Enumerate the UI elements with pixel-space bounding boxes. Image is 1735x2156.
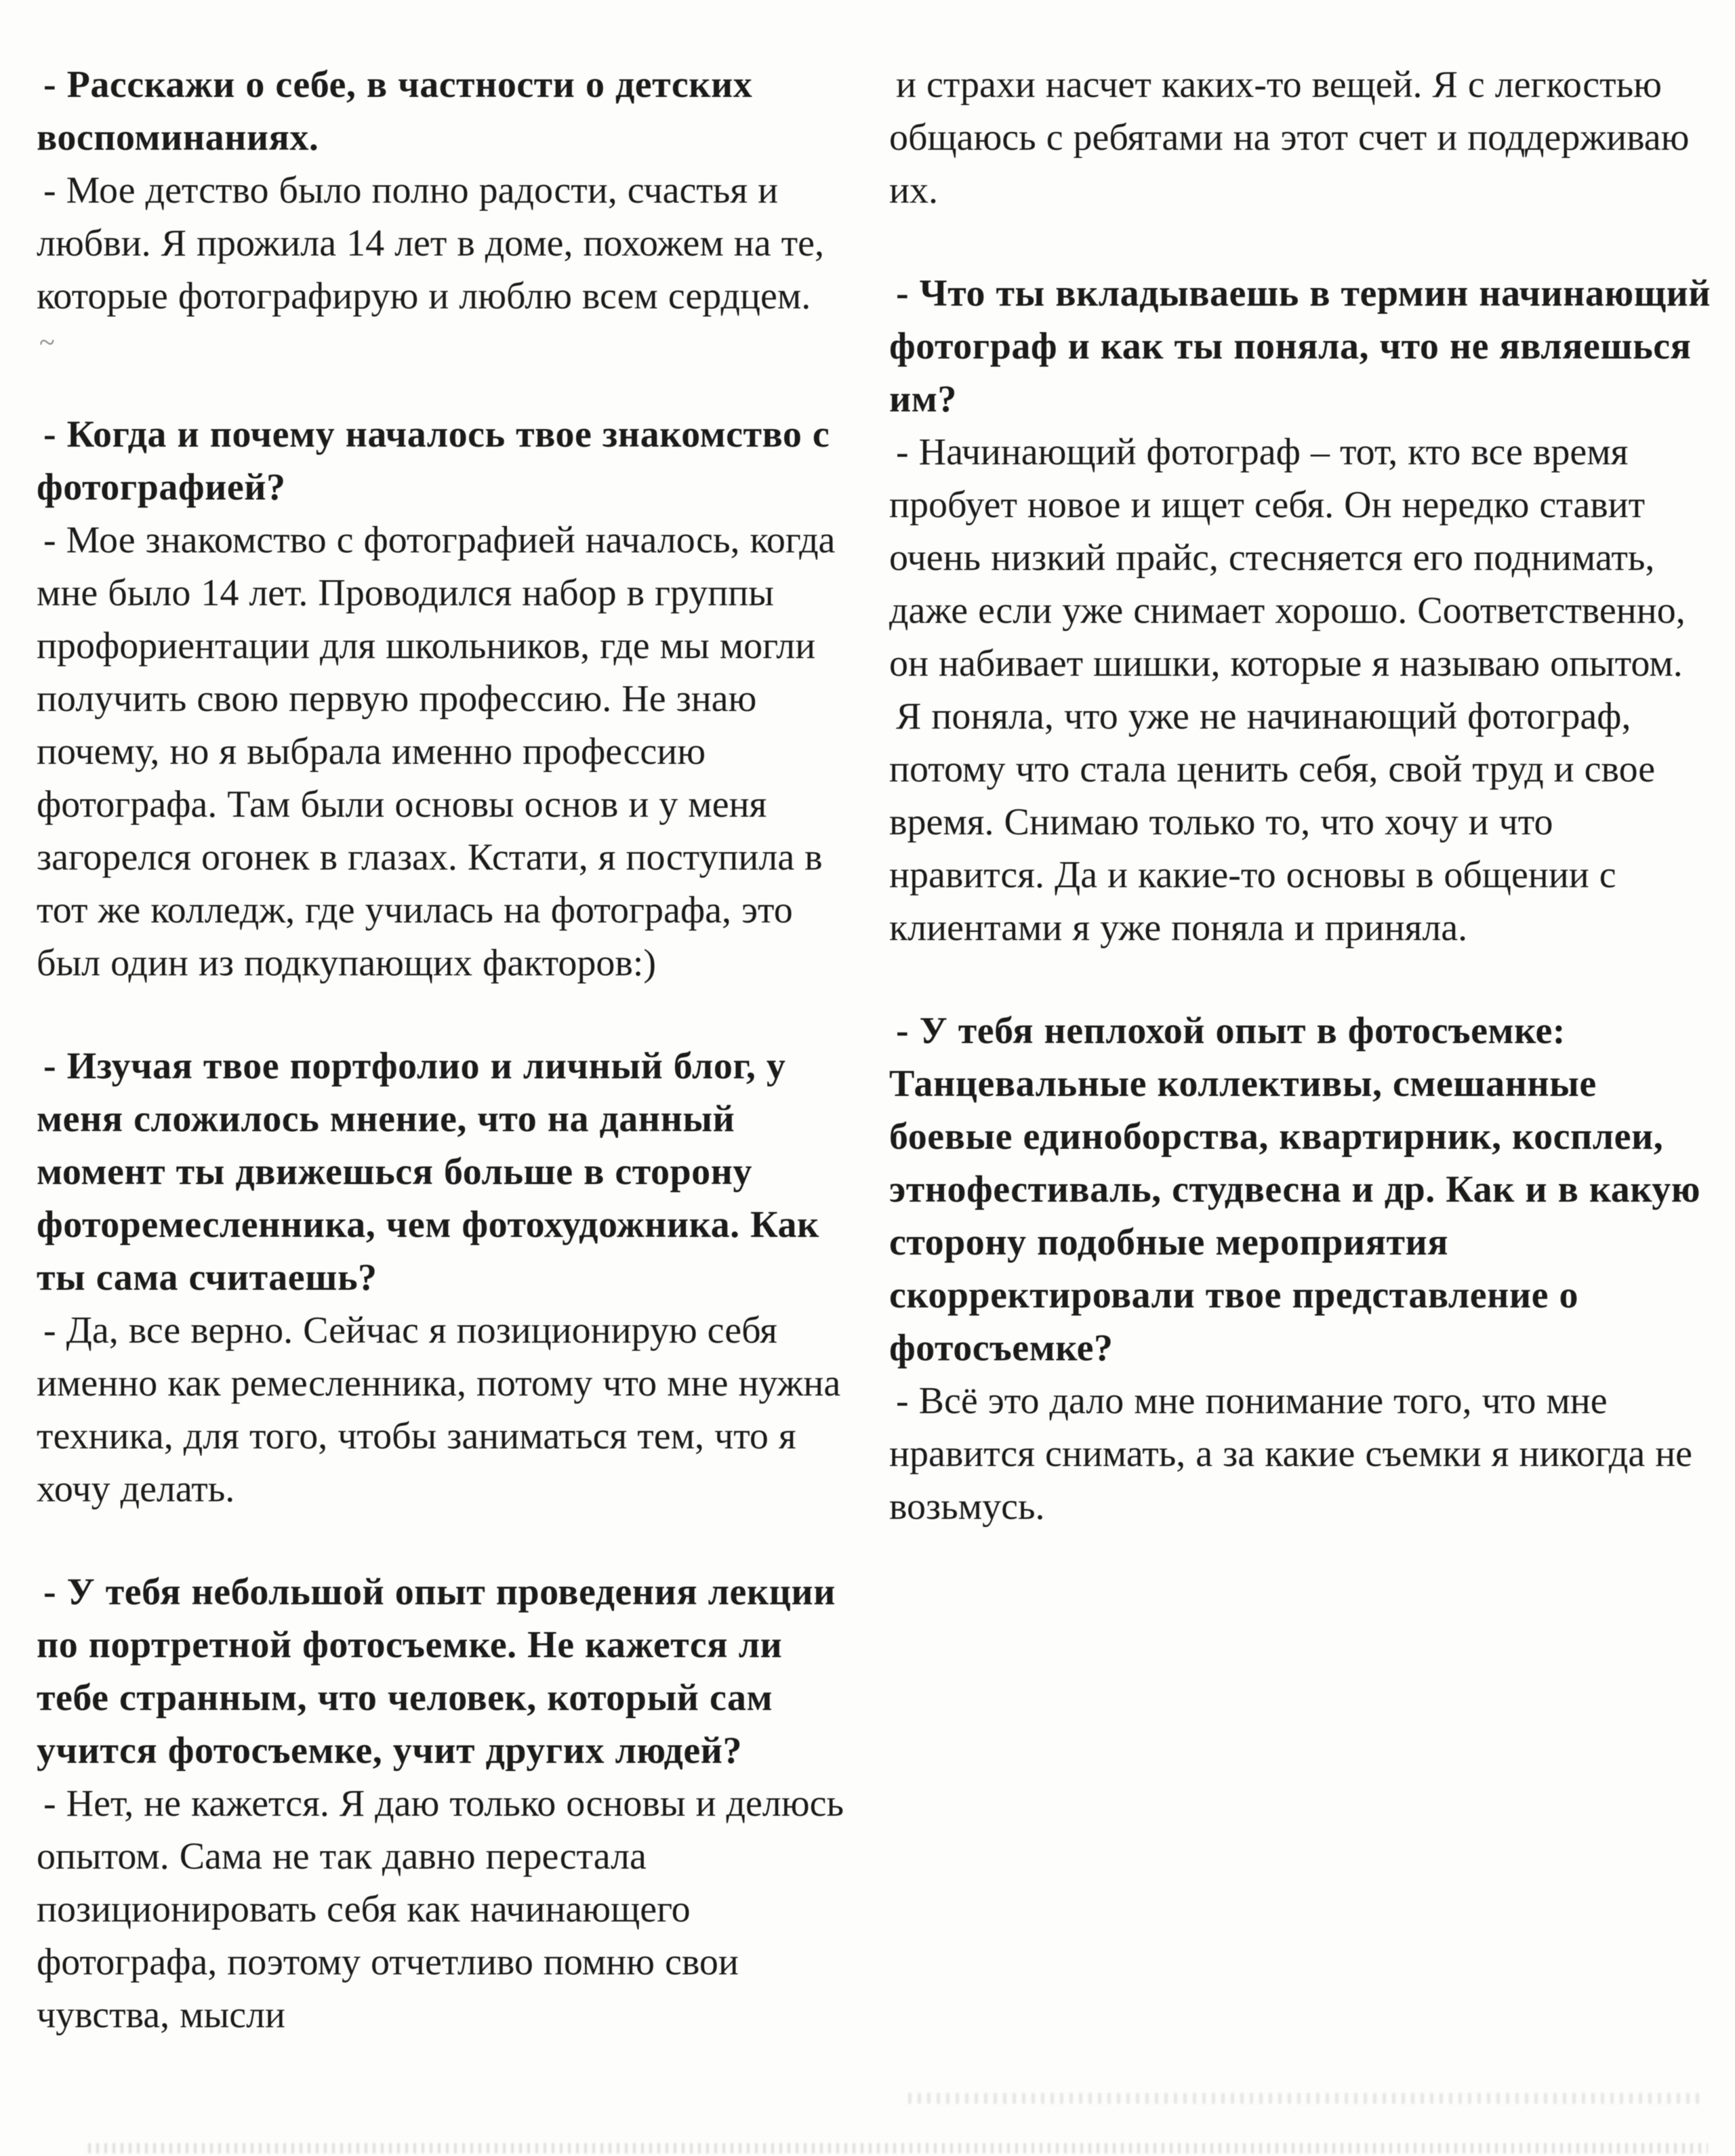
interview-question: - Расскажи о себе, в частности о детских воспоминаниях. (37, 64, 753, 159)
interview-answer: Я поняла, что уже не начинающий фотограф, потому что стала ценить себя, свой труд и свое время. Снимаю только то, что хочу и что нравится. Да и какие-то основы в общении с клиентами я уже поняла и приняла. (889, 695, 1656, 949)
left-column (37, 58, 863, 2041)
interview-answer: и страхи насчет каких-то вещей. Я с легкостью общаюсь с ребятами на этот счет и поддерживаю их. (889, 64, 1690, 211)
interview-question: - Когда и почему началось твое знакомство с фотографией? (37, 413, 830, 508)
interview-question: - Изучая твое портфолио и личный блог, у меня сложилось мнение, что на данный момент ты движешься больше в сторону фоторемесленника, чем фотохудожника. Как ты сама считаешь? (37, 1045, 819, 1299)
interview-answer: - Всё это дало мне понимание того, что мне нравится снимать, а за какие съемки я никогда не возьмусь. (889, 1380, 1693, 1528)
interview-question: - Что ты вкладываешь в термин начинающий фотограф и как ты поняла, что не являешься им? (889, 272, 1711, 420)
interview-answer: - Мое детство было полно радости, счастья и любви. Я прожила 14 лет в доме, похожем на те, которые фотографирую и люблю всем сердцем. (37, 169, 824, 317)
interview-answer: - Начинающий фотограф – тот, кто все время пробует новое и ищет себя. Он нередко ставит очень низкий прайс, стесняется его поднимать, даже если уже снимает хорошо. Соответственно, он набивает шишки, которые я называю опытом. (889, 431, 1686, 685)
right-column (889, 58, 1716, 2041)
scan-artifact-mark: ~ (39, 327, 55, 359)
interview-question: - У тебя неплохой опыт в фотосъемке: Танцевальные коллективы, смешанные боевые единоборства, квартирник, косплеи, этнофестиваль, студвесна и др. Как и в какую сторону подобные мероприятия скорректировали твое представление о фотосъемке? (889, 1010, 1701, 1369)
interview-answer: - Нет, не кажется. Я даю только основы и делюсь опытом. Сама не так давно перестала позиционировать себя как начинающего фотографа, поэтому отчетливо помню свои чувства, мысли (37, 1783, 844, 2036)
scan-noise-band-upper (908, 2093, 1701, 2104)
interview-answer: - Да, все верно. Сейчас я позиционирую себя именно как ремесленника, потому что мне нужна техника, для того, чтобы заниматься тем, что я хочу делать. (37, 1309, 841, 1510)
interview-question: - У тебя небольшой опыт проведения лекции по портретной фотосъемке. Не кажется ли тебе странным, что человек, который сам учится фотосъемке, учит других людей? (37, 1571, 836, 1772)
scan-noise-band-bottom (88, 2143, 1708, 2153)
interview-answer: - Мое знакомство с фотографией началось, когда мне было 14 лет. Проводился набор в группы профориентации для школьников, где мы могли получить свою первую профессию. Не знаю почему, но я выбрала именно профессию фотографа. Там были основы основ и у меня загорелся огонек в глазах. Кстати, я поступила в тот же колледж, где училась на фотографа, это был один из подкупающих факторов:) (37, 519, 836, 984)
